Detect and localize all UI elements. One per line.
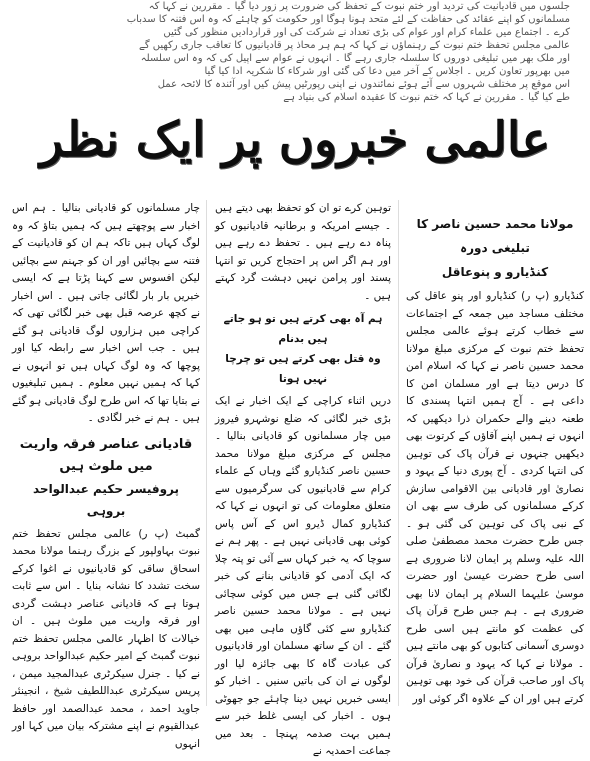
poetry-quote xyxy=(215,309,391,389)
column-left xyxy=(12,200,200,750)
header-line: طے کیا گیا ۔ مقررین نے کہا کہ ختم نبوت کا عقیدہ اسلام کی بنیاد ہے xyxy=(283,92,570,103)
article-columns xyxy=(12,200,584,757)
article-paragraph: توہین کرے تو ان کو تحفظ بھی دیتے ہیں ۔ جیسے امریکہ و برطانیہ قادیانیوں کو پناہ دے رہے ہیں ۔ تحفظ دے رہے ہیں اور ہم اگر اس پر احتجاج کریں تو انتہا پسند اور پرامن نہیں دہشت گرد کہتے ہیں ۔ xyxy=(215,202,391,302)
article-headline: قادیانی عناصر فرقہ واریت میں ملوث ہیں xyxy=(19,436,193,474)
article-paragraph: کنڈیارو (پ ر) کنڈیارو اور پنو عاقل کی مختلف مساجد میں جمعہ کے اجتماعات سے خطاب کرتے ہوئے عالمی مجلس تحفظ ختم نبوت کے مرکزی مبلغ مولانا محمد حسین ناصر نے کہا کہ اسلام امن کا درس دیتا ہے اور مسلمان امن کا داعی ہے ۔ آج ہمیں انتہا پسندی کا طعنہ دینے والے حکمران ذرا دیکھیں کہ انہوں نے ہمیں اپنے آقاؤں کے کرتوت بھی دیکھیں جنہوں نے قرآن پاک کی توہین کی انتہا کردی ۔ آج پوری دنیا کے یہود و نصاریٰ اور قادیانی بین الاقوامی سازش کرکے مسلمانوں کی طرف سے بھی ان کے نبی پاک کی توہین کی گئی ہو ۔ جس طرح حضرت محمد مصطفیٰ صلی اللہ علیہ وسلم پر ایمان لانا ضروری ہے اسی طرح حضرت عیسیٰ اور حضرت موسیٰ علیہما السلام پر ایمان لانا بھی ضروری ہے ۔ ہم جس طرح قرآن پاک کی عظمت کو مانتے ہیں اسی طرح دوسری آسمانی کتابوں کو بھی مانتے ہیں ۔ مولانا نے کہا کہ یہود و نصاریٰ قرآن پاک اور صاحب قرآن کی خود بھی توہین کرتے ہیں اور ان کے علاوہ اگر کوئی اور xyxy=(406,290,584,705)
page-title: عالمی خبروں پر ایک نظر xyxy=(39,112,551,168)
column-divider xyxy=(398,200,399,706)
header-line: اور ملک بھر میں تبلیغی دوروں کا سلسلہ جاری رہے گا ۔ انہوں نے عوام سے اپیل کی کہ وہ اس سلسلہ xyxy=(140,53,570,64)
header-line: اس موقع پر مختلف شہروں سے آئے ہوئے نمائندوں نے اپنی رپورٹیں پیش کیں اور آئندہ کا لائحہ عمل xyxy=(157,79,570,90)
header-line: جلسوں میں قادیانیت کی تردید اور ختم نبوت کے تحفظ کی ضرورت پر زور دیا گیا ۔ مقررین نے کہا کہ xyxy=(148,1,570,12)
quote-line: ہم آہ بھی کرتے ہیں تو ہو جاتے ہیں بدنام xyxy=(223,313,383,345)
article-title xyxy=(406,212,584,284)
article-title-line: مولانا محمد حسین ناصر کا تبلیغی دورہ xyxy=(416,217,574,255)
quote-line: وہ قتل بھی کرتے ہیں تو چرچا نہیں ہوتا xyxy=(225,353,381,385)
article-paragraph: گمبٹ (پ ر) عالمی مجلس تحفظ ختم نبوت بہاولپور کے بزرگ رہنما مولانا محمد اسحاق ساقی کو قادیانیوں نے اغوا کرکے سخت تشدد کا نشانہ بنایا ۔ اس سے ثابت ہوتا ہے کہ قادیانی عناصر دہشت گردی اور فرقہ واریت میں ملوث ہیں ۔ ان خیالات کا اظہار عالمی مجلس تحفظ ختم نبوت گمبٹ کے امیر حکیم عبدالواحد بروہی نے کیا ۔ جنرل سیکرٹری عبدالمجید میمن ، پریس سیکرٹری عبداللطیف شیخ ، انجینئر جاوید احمد ، محمد عبدالصمد اور حافظ عبدالقیوم نے اپنے مشترکہ بیان میں کہا اور انہوں xyxy=(12,527,200,750)
header-text-band xyxy=(30,0,570,105)
column-right xyxy=(406,200,584,706)
article-byline: پروفیسر حکیم عبدالواحد بروہی xyxy=(32,481,179,518)
article-title-line: کنڈیارو و پنوعاقل xyxy=(441,265,549,279)
header-line: کرے ۔ اجتماع میں علماء کرام اور عوام کی بڑی تعداد نے شرکت کی اور قراردادیں منظور کی گئیں xyxy=(163,27,570,38)
column-middle xyxy=(215,200,391,757)
article-paragraph: چار مسلمانوں کو قادیانی بنالیا ۔ ہم اس اخبار سے پوچھتے ہیں کہ ہمیں بتاؤ کہ وہ لوگ کہاں ہیں تاکہ ہم ان کو قادیانیت کے فتنہ سے بچائیں اور ان کو جہنم سے بچائیں لیکن افسوس سے کہنا پڑتا ہے کہ ایسی خبریں بار بار لگائی جاتی ہیں ۔ اس اخبار نے کچھ عرصہ قبل بھی خبر لگائی تھی کہ کراچی میں ہزاروں لوگ قادیانی ہو گئے ہیں ۔ جب اس اخبار سے رابطہ کیا اور پوچھا کہ وہ لوگ کہاں ہیں تو انہوں نے کہا کہ ہمیں نہیں معلوم ۔ ہمیں تبلیغیوں نے بتایا تھا کہ اس طرح لوگ قادیانی ہو گئے ہیں ۔ ہم نے خبر لگادی ۔ xyxy=(12,202,200,424)
header-line: میں بھرپور تعاون کریں ۔ اجلاس کے آخر میں دعا کی گئی اور شرکاء کا شکریہ ادا کیا گیا xyxy=(204,66,570,77)
column-divider xyxy=(206,200,207,706)
header-line: مسلمانوں کو اپنے عقائد کی حفاظت کے لئے متحد ہونا ہوگا اور حکومت کو چاہئے کہ وہ اس فتنہ کا سدباب xyxy=(126,14,570,25)
article-paragraph: دریں اثناء کراچی کے ایک اخبار نے ایک بڑی خبر لگائی کہ ضلع نوشہرو فیروز میں چار مسلمانوں کو قادیانی بنالیا ۔ مجلس کے مرکزی مبلغ مولانا محمد حسین ناصر کنڈیارو گئے وہاں کے علماء کرام سے قادیانیوں کی سرگرمیوں سے متعلق معلومات کی تو انہوں نے کہا کہ کنڈیارو کمال ڈیرو اس کے آس پاس کوئی بھی قادیانی نہیں ہے ۔ پھر ہم نے سوچا کہ یہ خبر کہاں سے آئی تو پتہ چلا کہ ایک آدمی کو قادیانی بنانے کی خبر لگائی گئی ہے جس میں کوئی سچائی نہیں ہے ۔ مولانا محمد حسین ناصر کنڈیارو سے کئی گاؤں ماہی میں بھی گئے ۔ ان کے ساتھ مسلمان اور قادیانیوں کی عبادت گاہ کا بھی جائزہ لیا اور لوگوں نے ان کی باتیں سنیں ۔ اخبار کو ایسی خبریں نہیں دینا چاہئے جو جھوٹی ہوں ۔ اخبار کی ایسی غلط خبر سے ہمیں بہت صدمہ پہنچا ۔ بعد میں جماعت احمدیہ نے xyxy=(215,395,391,757)
header-line: عالمی مجلس تحفظ ختم نبوت کے رہنماؤں نے کہا کہ ہم ہر محاذ پر قادیانیوں کا تعاقب جاری رکھیں گے xyxy=(138,40,570,51)
